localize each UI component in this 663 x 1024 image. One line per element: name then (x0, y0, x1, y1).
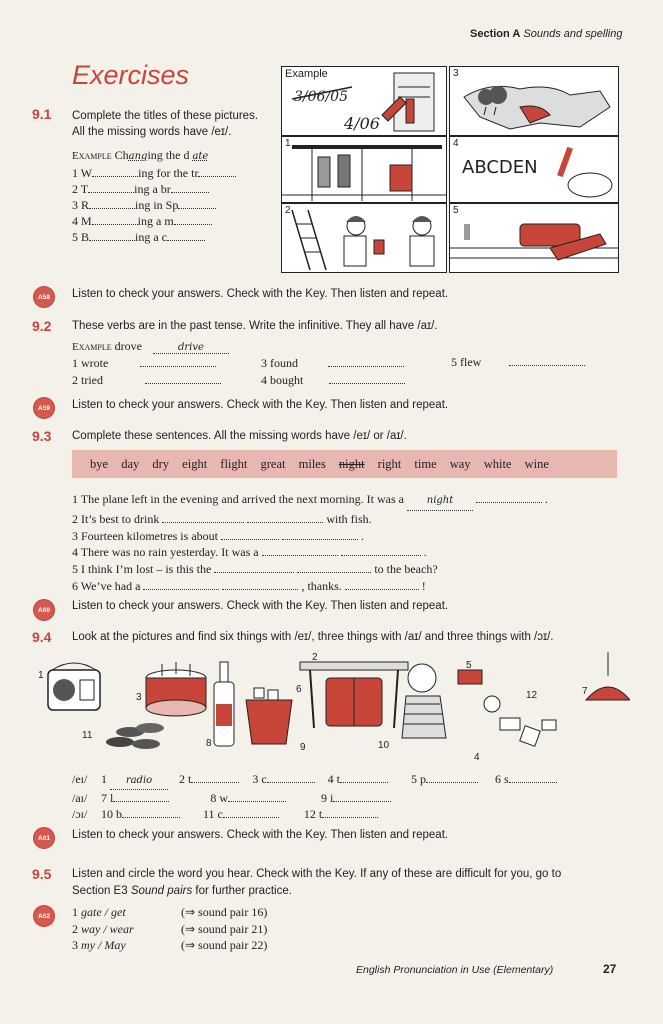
sound-label: /ɔɪ/ (72, 807, 88, 821)
example-line (72, 339, 229, 354)
table-picture (300, 662, 408, 728)
running-header (470, 28, 622, 40)
word-option: white (483, 457, 512, 471)
picture-panel-1 (281, 136, 447, 203)
listen-instruction: Listen to check your answers. Check with the Key. Then listen and repeat. (72, 600, 449, 612)
header-section: Section A (470, 28, 521, 40)
coins-picture (106, 723, 164, 749)
list-item: 5 B ing a c (72, 229, 236, 245)
train-platform-illustration (282, 137, 446, 202)
pic-number: 10 (378, 740, 390, 751)
answer-blank[interactable] (340, 772, 388, 783)
sentence-item: 3 Fourteen kilometres is about . (72, 528, 364, 543)
handwritten-answer: ate (192, 151, 209, 162)
answer-blank[interactable] (228, 791, 286, 802)
word-option: way (449, 457, 471, 471)
answer-blank[interactable] (89, 198, 135, 209)
answer-blank[interactable] (262, 545, 338, 556)
audio-track-icon[interactable]: A62 (34, 906, 54, 926)
list-item: 2 way / wear (⇒ sound pair 21) (72, 921, 268, 936)
answer-blank[interactable] (171, 182, 209, 193)
panel-number: 3 (453, 68, 459, 79)
panel-number: 2 (285, 205, 291, 216)
letters: ABCDEN (462, 157, 538, 178)
answer-blank[interactable] (328, 356, 404, 367)
sentence-item: 6 We’ve had a , thanks. ! (72, 578, 426, 593)
list-item: 1 W ing for the tr (72, 165, 236, 181)
header-topic: Sounds and spelling (523, 28, 623, 40)
answer-blank[interactable] (509, 355, 585, 366)
pic-number: 3 (136, 692, 142, 703)
audio-track-icon[interactable]: A60 (34, 600, 54, 620)
word-pair[interactable]: my / May (81, 938, 126, 952)
example-text: ing the d (147, 148, 190, 162)
new-date: 4/06 (344, 114, 380, 133)
answer-blank[interactable] (140, 356, 216, 367)
panel-label: Example (285, 68, 328, 80)
panel-number: 4 (453, 138, 459, 149)
instruction-line: Listen and circle the word you hear. Check with the Key. If any of these are difficult for you, go to (72, 868, 562, 880)
list-item: 4 M ing a m (72, 213, 236, 229)
picture-panel-2 (281, 203, 447, 273)
answer-blank[interactable] (92, 166, 138, 177)
exercise-instruction: These verbs are in the past tense. Write the infinitive. They all have /aɪ/. (72, 320, 438, 332)
exercise-instruction: Complete these sentences. All the missing words have /eɪ/ or /aɪ/. (72, 430, 407, 442)
page-number: 27 (603, 962, 617, 976)
handwritten-answer: drive (153, 342, 229, 354)
answer-blank[interactable] (214, 562, 294, 573)
exercise-instruction: Look at the pictures and find six things with /eɪ/, three things with /aɪ/ and three things with /ɔɪ/. (72, 631, 554, 643)
sentence-item: 2 It’s best to drink with fish. (72, 511, 372, 526)
word-option: time (414, 457, 437, 471)
list-item: 1 wrote 2 tried (72, 355, 221, 389)
answer-blank[interactable] (297, 562, 371, 573)
sentence-list (72, 491, 548, 595)
answer-blank[interactable] (333, 791, 391, 802)
word-option: flight (220, 457, 248, 471)
answer-blank[interactable] (222, 579, 298, 590)
answer-blank[interactable] (509, 772, 557, 783)
listen-instruction: Listen to check your answers. Check with the Key. Then listen and repeat. (72, 399, 449, 411)
answer-blank[interactable] (174, 214, 212, 225)
word-option: day (121, 457, 140, 471)
word-pairs (72, 904, 267, 954)
sentence-item: 4 There was no rain yesterday. It was a . (72, 545, 427, 560)
sound-label: /aɪ/ (72, 791, 88, 805)
word-option: bye (90, 457, 109, 471)
answer-row: /ɔɪ/ 10 b 11 c 12 t (72, 806, 557, 822)
pic-number: 8 (206, 738, 212, 749)
pic-number: 9 (300, 742, 306, 753)
answer-blank[interactable] (476, 492, 542, 503)
sound-pair-ref: (⇒ sound pair 22) (181, 938, 268, 952)
answer-blank[interactable] (426, 772, 478, 783)
audio-track-icon[interactable]: A58 (34, 287, 54, 307)
answer-blank[interactable] (143, 579, 219, 590)
exercise-items (72, 147, 236, 245)
answer-blank[interactable] (345, 579, 419, 590)
picture-panel-example (281, 66, 447, 136)
audio-track-icon[interactable]: A61 (34, 828, 54, 848)
exercise-number: 9.1 (32, 106, 52, 122)
footer-book-title: English Pronunciation in Use (Elementary) (356, 964, 554, 976)
picture-panel-3 (449, 66, 619, 136)
answer-blank[interactable] (223, 807, 279, 818)
panel-number: 1 (285, 138, 291, 149)
answer-blank[interactable] (221, 529, 279, 540)
example-label: Example (72, 150, 112, 162)
answer-blank[interactable] (178, 198, 216, 209)
listen-instruction: Listen to check your answers. Check with the Key. Then listen and repeat. (72, 288, 449, 300)
old-date: 3/06/05 (294, 89, 348, 105)
page-title: Exercises (72, 60, 190, 90)
instruction-line: All the missing words have /eɪ/. (72, 126, 232, 138)
pic-number: 1 (38, 670, 44, 681)
answer-blank[interactable] (267, 772, 315, 783)
word-pair[interactable]: gate / get (81, 905, 126, 919)
exercise-instruction (72, 108, 258, 140)
pic-number: 6 (296, 684, 302, 695)
answer-row: /eɪ/ 1 radio 2 t 3 c 4 t 5 p 6 s (72, 771, 557, 790)
word-pair[interactable]: way / wear (81, 921, 134, 936)
pic-number: 2 (312, 652, 318, 663)
exercise-number: 9.4 (32, 629, 52, 645)
picture-panel-4 (449, 136, 619, 203)
example-line (72, 147, 236, 165)
cake-picture (146, 662, 206, 716)
answer-blank[interactable] (247, 512, 323, 523)
word-option-used: night (338, 457, 365, 471)
sound-pair-ref: (⇒ sound pair 21) (181, 921, 268, 936)
instruction-line: Section E3 Sound pairs for further practice. (72, 885, 292, 897)
handwritten-answer: radio (110, 773, 168, 790)
cake-illustration (450, 204, 618, 272)
answer-blank[interactable] (122, 807, 180, 818)
exercise-number: 9.5 (32, 866, 52, 882)
letters-illustration (450, 137, 618, 202)
listen-instruction: Listen to check your answers. Check with the Key. Then listen and repeat. (72, 829, 449, 841)
answer-row: /aɪ/ 7 l 8 w 9 i (72, 790, 557, 806)
pic-number: 12 (526, 690, 538, 701)
toys-picture (484, 696, 556, 746)
workers-illustration (282, 204, 446, 272)
answer-blank[interactable] (341, 545, 421, 556)
sound-label: /eɪ/ (72, 772, 88, 786)
wine-bottle-picture (214, 662, 234, 746)
sentence-item: 1 The plane left in the evening and arrived the next morning. It was a night . (72, 491, 548, 511)
answer-blank[interactable] (322, 807, 378, 818)
example-label: Example (72, 341, 112, 353)
list-item: 3 found 4 bought (261, 355, 405, 389)
word-option: eight (182, 457, 208, 471)
pic-number: 4 (474, 752, 480, 763)
handwritten-answer: night (407, 493, 473, 511)
pic-number: 7 (582, 686, 588, 697)
answer-blank[interactable] (145, 373, 221, 384)
list-item: 5 flew (451, 355, 585, 370)
panel-number: 5 (453, 205, 459, 216)
instruction-line: Complete the titles of these pictures. (72, 110, 259, 122)
boy-picture (402, 664, 482, 738)
sentence-item: 5 I think I’m lost – is this the to the beach? (72, 562, 438, 577)
word-option: miles (298, 457, 326, 471)
picture-panel-5 (449, 203, 619, 273)
exercise-number: 9.2 (32, 318, 52, 334)
list-item: 2 T ing a br (72, 181, 236, 197)
answer-blank[interactable] (88, 182, 134, 193)
answer-blank[interactable] (113, 791, 169, 802)
answer-blank[interactable] (282, 529, 358, 540)
exercise-number: 9.3 (32, 428, 52, 444)
pic-number: 5 (466, 660, 472, 671)
ice-bucket-picture (246, 688, 292, 744)
radio-picture (48, 663, 100, 710)
sound-pair-ref: (⇒ sound pair 16) (181, 905, 268, 919)
answer-blank[interactable] (162, 512, 244, 523)
answer-blank[interactable] (89, 230, 135, 241)
pic-number: 11 (82, 730, 93, 741)
list-item: 3 R ing in Sp (72, 197, 236, 213)
word-option: right (377, 457, 402, 471)
audio-track-icon[interactable]: A59 (34, 398, 54, 418)
word-box (72, 450, 617, 478)
word-option: great (260, 457, 286, 471)
spain-map-illustration (450, 67, 618, 135)
list-item: 1 gate / get (⇒ sound pair 16) (72, 905, 268, 919)
lamp-picture (586, 652, 630, 700)
answer-blank[interactable] (92, 214, 138, 225)
word-option: dry (152, 457, 170, 471)
answer-blank[interactable] (191, 772, 239, 783)
example-text: drove (114, 339, 142, 353)
example-text: Ch (114, 148, 129, 162)
answer-blank[interactable] (329, 373, 405, 384)
exercise-instruction (72, 866, 561, 900)
list-item: 3 my / May (⇒ sound pair 22) (72, 938, 268, 952)
objects-illustration (30, 648, 630, 766)
word-option: wine (524, 457, 549, 471)
answer-blank[interactable] (167, 230, 205, 241)
answer-rows (72, 771, 557, 822)
handwritten-answer: ang (128, 151, 148, 162)
answer-blank[interactable] (198, 166, 236, 177)
